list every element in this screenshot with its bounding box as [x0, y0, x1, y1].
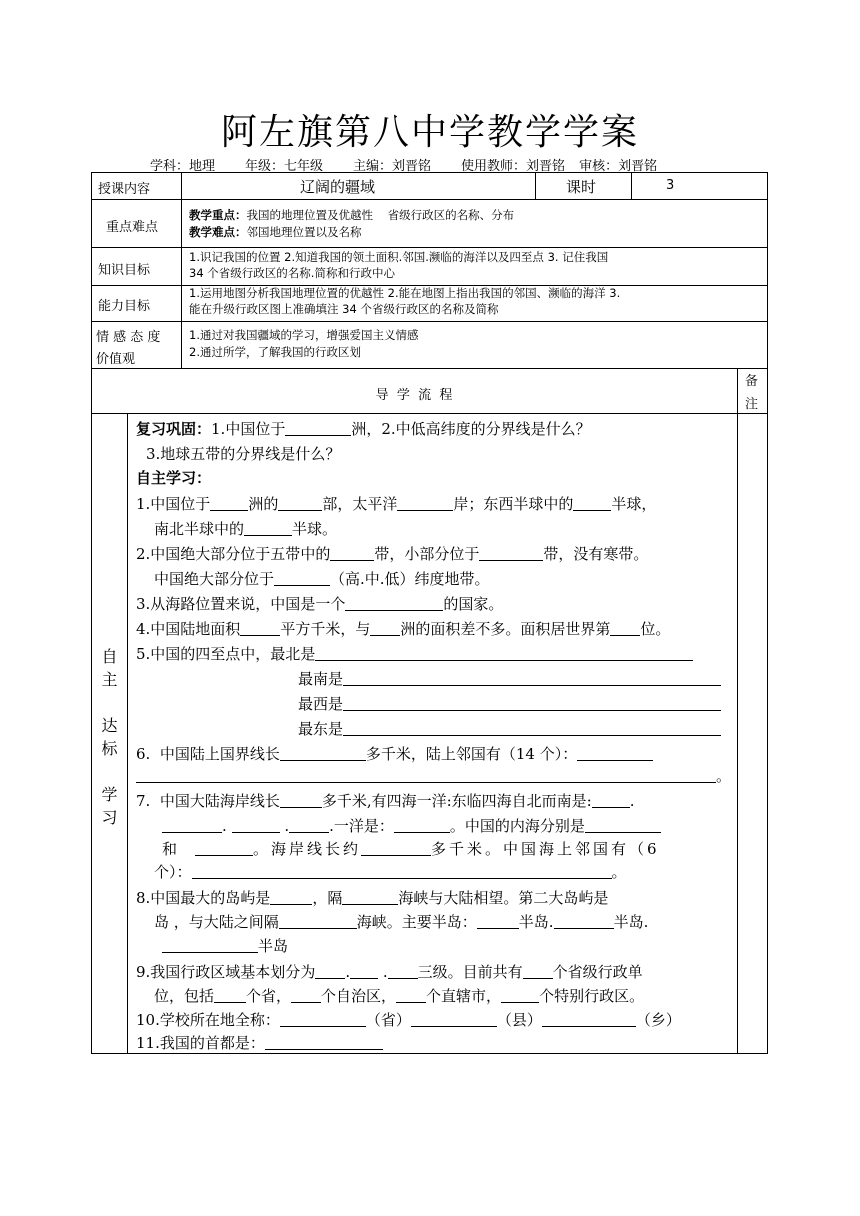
emotion-line-2: 2.通过所学，了解我国的行政区划	[189, 345, 361, 359]
text: 最东是	[298, 720, 344, 738]
blank[interactable]	[350, 964, 378, 979]
text: 2.中国绝大部分位于五带中的	[136, 545, 331, 563]
text: .	[345, 963, 351, 981]
meta-reviewer: 审核：刘晋铭	[579, 159, 658, 174]
blank[interactable]	[279, 914, 357, 929]
text: 。	[716, 767, 732, 785]
meta-subject: 学科：地理	[150, 159, 216, 174]
blank[interactable]	[244, 521, 292, 536]
text: .	[629, 792, 635, 810]
blank[interactable]	[361, 841, 431, 856]
text: 。海岸线长约	[253, 840, 362, 858]
key-label: 重点难点	[106, 220, 159, 235]
q4-line	[136, 618, 670, 639]
blank[interactable]	[270, 890, 312, 905]
remark-label-1: 备	[745, 374, 759, 389]
text: 个）：	[154, 863, 192, 881]
text: 带，小部分位于	[374, 545, 480, 563]
knowledge-line-1: 1.识记我国的位置 2.知道我国的领土面积.邻国.濒临的海洋以及四至点 3. 记住我国	[189, 250, 609, 264]
q1-line-2	[154, 518, 337, 539]
text: 洲的面积差不多。面积居世界第	[400, 620, 611, 638]
text: .一洋是：	[329, 817, 394, 835]
meta-grade: 年级：七年级	[245, 159, 324, 174]
text: 最西是	[298, 695, 344, 713]
knowledge-line-2: 34 个省级行政区的名称.简称和行政中心	[189, 266, 395, 280]
review-line-2: 3.地球五带的分界线是什么？	[146, 445, 341, 463]
text: 平方千米，与	[280, 620, 371, 638]
side-char: 达	[101, 716, 118, 735]
text: 。	[611, 863, 627, 881]
q7-line-4	[154, 861, 627, 882]
blank[interactable]	[214, 988, 246, 1003]
text: 和	[162, 840, 178, 858]
text: （省）	[365, 1011, 411, 1029]
text: 半岛.	[613, 913, 649, 931]
meta-teacher: 使用教师：刘晋铭	[461, 159, 566, 174]
emotion-label-2: 价值观	[96, 352, 136, 367]
q7-line-1	[136, 790, 635, 811]
blank[interactable]	[343, 696, 721, 711]
text: 11.我国的首都是：	[136, 1034, 265, 1052]
q11-line	[136, 1032, 383, 1053]
blank[interactable]	[370, 621, 400, 636]
blank[interactable]	[192, 864, 612, 879]
text: （乡）	[635, 1011, 681, 1029]
blank[interactable]	[411, 1012, 497, 1027]
blank[interactable]	[577, 746, 653, 761]
review-line-1	[136, 418, 591, 439]
text: 7. 中国大陆海岸线长	[136, 792, 280, 810]
text: 半岛	[258, 937, 289, 955]
side-char: 主	[101, 670, 118, 689]
side-char	[92, 691, 127, 714]
text: .	[279, 817, 290, 835]
text: .	[222, 817, 232, 835]
side-char	[92, 760, 127, 783]
text: 5.中国的四至点中，最北是	[136, 645, 316, 663]
blank[interactable]	[280, 746, 366, 761]
side-char: 习	[101, 808, 118, 827]
blank[interactable]	[280, 793, 322, 808]
blank[interactable]	[343, 671, 721, 686]
text: 多千米。中国海上邻国有（6	[431, 840, 660, 858]
blank[interactable]	[136, 768, 716, 783]
side-char: 学	[101, 785, 118, 804]
q7-line-2	[162, 815, 661, 836]
blank[interactable]	[342, 890, 398, 905]
side-char: 自	[101, 647, 118, 666]
blank[interactable]	[195, 841, 253, 856]
q5-line-2	[298, 668, 721, 689]
review-label: 复习巩固：	[136, 420, 212, 438]
period-value: 3	[666, 178, 675, 193]
text: 3.从海路位置来说，中国是一个	[136, 595, 346, 613]
key-point-text: 我国的地理位置及优越性 省级行政区的名称、分布	[246, 208, 515, 222]
blank[interactable]	[542, 1012, 636, 1027]
blank[interactable]	[394, 818, 450, 833]
remark-label-2: 注	[745, 397, 759, 412]
text: 半岛.	[518, 913, 554, 931]
q2-line-1	[136, 543, 648, 564]
text: 个直辖市，	[426, 987, 502, 1005]
blank[interactable]	[210, 496, 248, 511]
ability-line-2: 能在升级行政区图上准确填注 34 个省级行政区的名称及简称	[189, 302, 499, 316]
blank[interactable]	[592, 793, 630, 808]
q10-line	[136, 1009, 681, 1030]
q9-line-1	[136, 961, 643, 982]
blank[interactable]	[274, 571, 330, 586]
blank[interactable]	[162, 818, 222, 833]
blank[interactable]	[610, 621, 640, 636]
text: 9.我国行政区域基本划分为	[136, 963, 316, 981]
text: 最南是	[298, 670, 344, 688]
text: 1.中国位于	[136, 495, 211, 513]
text: 个自治区，	[321, 987, 397, 1005]
blank[interactable]	[278, 496, 322, 511]
q5-line-1	[136, 643, 693, 664]
q5-line-4	[298, 718, 721, 739]
text: 洲，2.中低高纬度的分界线是什么？	[351, 420, 591, 438]
text: 岛 ，与大陆之间隔	[154, 913, 279, 931]
blank[interactable]	[280, 1012, 366, 1027]
q8-line-2	[154, 911, 648, 932]
blank[interactable]	[289, 818, 329, 833]
text: 8.中国最大的岛屿是	[136, 889, 271, 907]
side-label	[92, 645, 127, 829]
emotion-line-1: 1.通过对我国疆域的学习，增强爱国主义情感	[189, 328, 419, 342]
text: 半球。	[292, 520, 338, 538]
meta-editor: 主编：刘晋铭	[353, 159, 432, 174]
text: ，隔	[312, 889, 343, 907]
text: 个特别行政区。	[539, 987, 645, 1005]
text: .	[378, 963, 388, 981]
q9-line-2	[154, 985, 644, 1006]
text: 岸；东西半球中的	[453, 495, 574, 513]
blank[interactable]	[477, 914, 519, 929]
text: 4.中国陆地面积	[136, 620, 241, 638]
difficulty-label: 教学难点：	[189, 225, 247, 239]
text: 中国绝大部分位于	[154, 570, 275, 588]
q1-line-1	[136, 493, 656, 514]
blank[interactable]	[315, 964, 345, 979]
blank[interactable]	[240, 621, 280, 636]
blank[interactable]	[501, 988, 539, 1003]
difficulty-text: 邻国地理位置以及名称	[246, 225, 362, 239]
text: 三级。目前共有	[417, 963, 523, 981]
blank[interactable]	[554, 914, 614, 929]
ability-label: 能力目标	[98, 299, 151, 314]
blank[interactable]	[388, 964, 418, 979]
text: 多千米,有四海一洋:东临四海自北而南是:	[321, 792, 592, 810]
content-label: 授课内容	[98, 182, 151, 197]
blank[interactable]	[291, 988, 321, 1003]
blank[interactable]	[523, 964, 553, 979]
blank[interactable]	[162, 938, 258, 953]
text: 带，没有寒带。	[543, 545, 649, 563]
text: 半球，	[611, 495, 657, 513]
q3-line	[136, 593, 503, 614]
text: 位，包括	[154, 987, 215, 1005]
side-char: 标	[101, 739, 118, 758]
self-study-label: 自主学习：	[136, 469, 212, 487]
text: （高.中.低）纬度地带。	[330, 570, 490, 588]
text: 10.学校所在地全称：	[136, 1011, 280, 1029]
text: 海峡与大陆相望。第二大岛屿是	[398, 889, 609, 907]
key-point-row	[189, 208, 514, 223]
blank[interactable]	[330, 546, 374, 561]
q7-line-3	[162, 838, 660, 859]
blank[interactable]	[345, 596, 443, 611]
content-value: 辽阔的疆域	[300, 178, 376, 196]
q8-line-1	[136, 887, 608, 908]
blank[interactable]	[232, 818, 280, 833]
period-label: 课时	[566, 178, 597, 196]
text: 多千米，陆上邻国有（14 个）：	[365, 745, 578, 763]
q8-line-3	[162, 935, 288, 956]
text: 洲的	[248, 495, 279, 513]
text: 个省级行政单	[552, 963, 643, 981]
blank[interactable]	[397, 496, 453, 511]
blank[interactable]	[315, 646, 693, 661]
key-point-label: 教学重点：	[189, 208, 247, 222]
blank[interactable]	[265, 1035, 383, 1050]
text: 海峡。主要半岛：	[356, 913, 477, 931]
blank[interactable]	[573, 496, 611, 511]
text: 位。	[640, 620, 671, 638]
q5-line-3	[298, 693, 721, 714]
text: 部，太平洋	[322, 495, 398, 513]
blank[interactable]	[479, 546, 543, 561]
q6-line-2	[136, 765, 731, 786]
blank[interactable]	[285, 421, 351, 436]
text: 的国家。	[443, 595, 504, 613]
page-title: 阿左旗第八中学教学学案	[220, 112, 639, 153]
text: 。中国的内海分别是	[449, 817, 585, 835]
q6-line-1	[136, 743, 653, 764]
blank[interactable]	[585, 818, 661, 833]
emotion-label-1: 情 感 态 度	[96, 330, 161, 345]
knowledge-label: 知识目标	[98, 263, 151, 278]
flow-label: 导 学 流 程	[375, 388, 453, 403]
text: 1.中国位于	[211, 420, 286, 438]
text: 南北半球中的	[154, 520, 245, 538]
text: 6. 中国陆上国界线长	[136, 745, 280, 763]
text: （县）	[496, 1011, 542, 1029]
difficulty-row	[189, 225, 362, 240]
q2-line-2	[154, 568, 490, 589]
blank[interactable]	[343, 721, 721, 736]
blank[interactable]	[396, 988, 426, 1003]
text: 个省，	[246, 987, 292, 1005]
ability-line-1: 1.运用地图分析我国地理位置的优越性 2.能在地图上指出我国的邻国、濒临的海洋 3.	[189, 286, 621, 300]
